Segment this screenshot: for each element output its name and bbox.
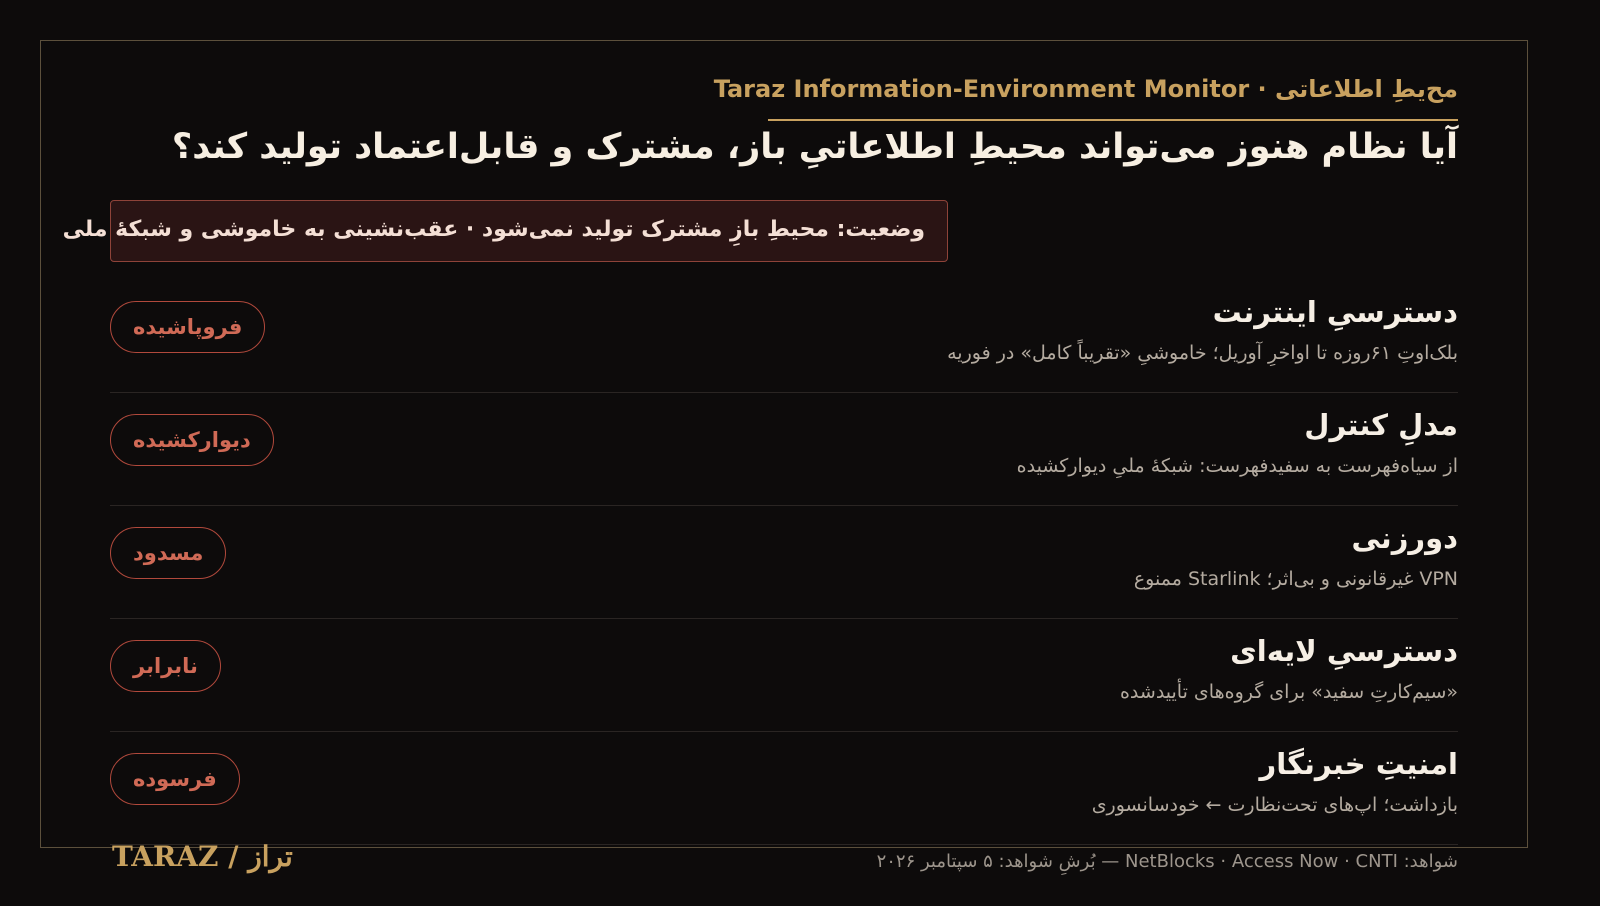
indicator-title: مدلِ کنترل [1304,408,1458,442]
indicator-description: VPN غیرقانونی و بی‌اثر؛ Starlink ممنوع [1133,568,1458,590]
page-title: آیا نظام هنوز می‌تواند محیطِ اطلاعاتیِ باز، مشترک و قابل‌اعتماد تولید کند؟ [171,127,1458,167]
kicker-underline [768,119,1458,121]
status-badge: مسدود [110,527,226,579]
indicator-description: بازداشت؛ اپ‌های تحت‌نظارت ← خودسانسوری [1091,794,1458,816]
indicator-title: دسترسیِ لایه‌ای [1230,634,1458,668]
indicator-title: دورزنی [1351,521,1458,555]
main-content [62,72,1458,816]
indicator-description: بلک‌اوتِ ۶۱روزه تا اواخرِ آوریل؛ خاموشیِ «تقریباً کامل» در فوریه [947,342,1458,364]
indicator-row-circumvention [110,506,1458,619]
indicator-row-control-model [110,393,1458,506]
status-badge: فروپاشیده [110,301,265,353]
status-badge: نابرابر [110,640,221,692]
indicator-list [110,280,1458,845]
kicker: مح‌يطِ اطلاعاتی · Taraz Information-Environment Monitor [713,75,1458,103]
indicator-row-journalist-safety [110,732,1458,845]
indicator-description: از سیاه‌فهرست به سفیدفهرست: شبکهٔ ملیِ دیوارکشیده [1016,455,1458,477]
indicator-row-internet-access [110,280,1458,393]
brand-logo-text: تراز / TARAZ [112,840,293,873]
status-banner: وضعیت: محیطِ بازِ مشترک تولید نمی‌شود · عقب‌نشینی به خاموشی و شبکهٔ ملی [110,200,948,262]
indicator-description: «سیم‌کارتِ سفید» برای گروه‌های تأییدشده [1119,681,1458,703]
indicator-title: امنیتِ خبرنگار [1259,747,1458,781]
indicator-row-tiered-access [110,619,1458,732]
status-badge: دیوارکشیده [110,414,274,466]
indicator-title: دسترسیِ اینترنت [1212,295,1458,329]
status-badge: فرسوده [110,753,240,805]
sources-footnote: شواهد: NetBlocks · Access Now · CNTI — بُرشِ شواهد: ۵ سپتامبر ۲۰۲۶ [876,851,1458,872]
